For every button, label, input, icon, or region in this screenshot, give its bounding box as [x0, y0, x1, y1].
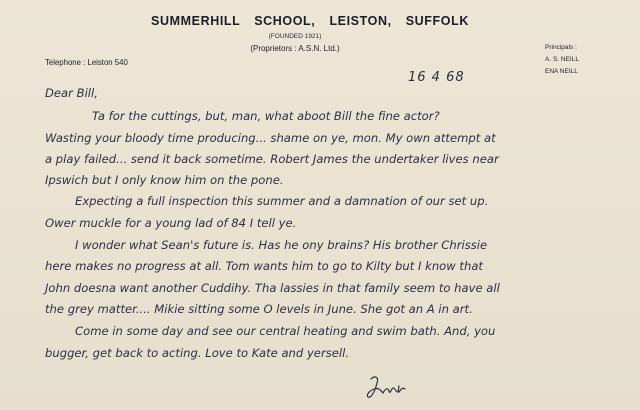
letterhead-telephone: Telephone : Leiston 540 — [45, 58, 128, 67]
principals-label: Principals : — [545, 44, 577, 51]
letter-line: Come in some day and see our central heating and swim bath. And, you — [75, 324, 496, 338]
handwritten-signature — [365, 373, 410, 403]
letterhead-proprietors: (Proprietors : A.S.N. Ltd.) — [250, 44, 340, 53]
letter-line: Ta for the cuttings, but, man, what aboot Bill the fine actor? — [92, 109, 440, 123]
letterhead-title: SUMMERHILL SCHOOL, LEISTON, SUFFOLK — [151, 14, 469, 28]
principal-name: ENA NEILL — [545, 68, 578, 75]
letter-date: 16 4 68 — [408, 70, 465, 85]
letter-line: Wasting your bloody time producing... shame on ye, mon. My own attempt at — [45, 131, 496, 145]
letter-line: John doesna want another Cuddihy. Tha lassies in that family seem to have all — [45, 281, 500, 295]
letter-line: Ower muckle for a young lad of 84 I tell ye. — [45, 216, 297, 230]
letter-line: I wonder what Sean's future is. Has he ony brains? His brother Chrissie — [75, 238, 488, 252]
letterhead-founded: (FOUNDED 1921) — [268, 33, 322, 40]
letter-line: bugger, get back to acting. Love to Kate and yersell. — [45, 346, 350, 360]
letter-line: the grey matter.... Mikie sitting some O levels in June. She got an A in art. — [45, 302, 473, 316]
letter-line: Ipswich but I only know him on the pone. — [45, 173, 284, 187]
letter-line: a play failed... send it back sometime. Robert James the undertaker lives near — [45, 152, 499, 166]
salutation: Dear Bill, — [45, 86, 98, 100]
principal-name: A. S. NEILL — [545, 56, 579, 63]
letter-line: Expecting a full inspection this summer and a damnation of our set up. — [75, 194, 489, 208]
letter-line: here makes no progress at all. Tom wants him to go to Kilty but I know that — [45, 259, 483, 273]
